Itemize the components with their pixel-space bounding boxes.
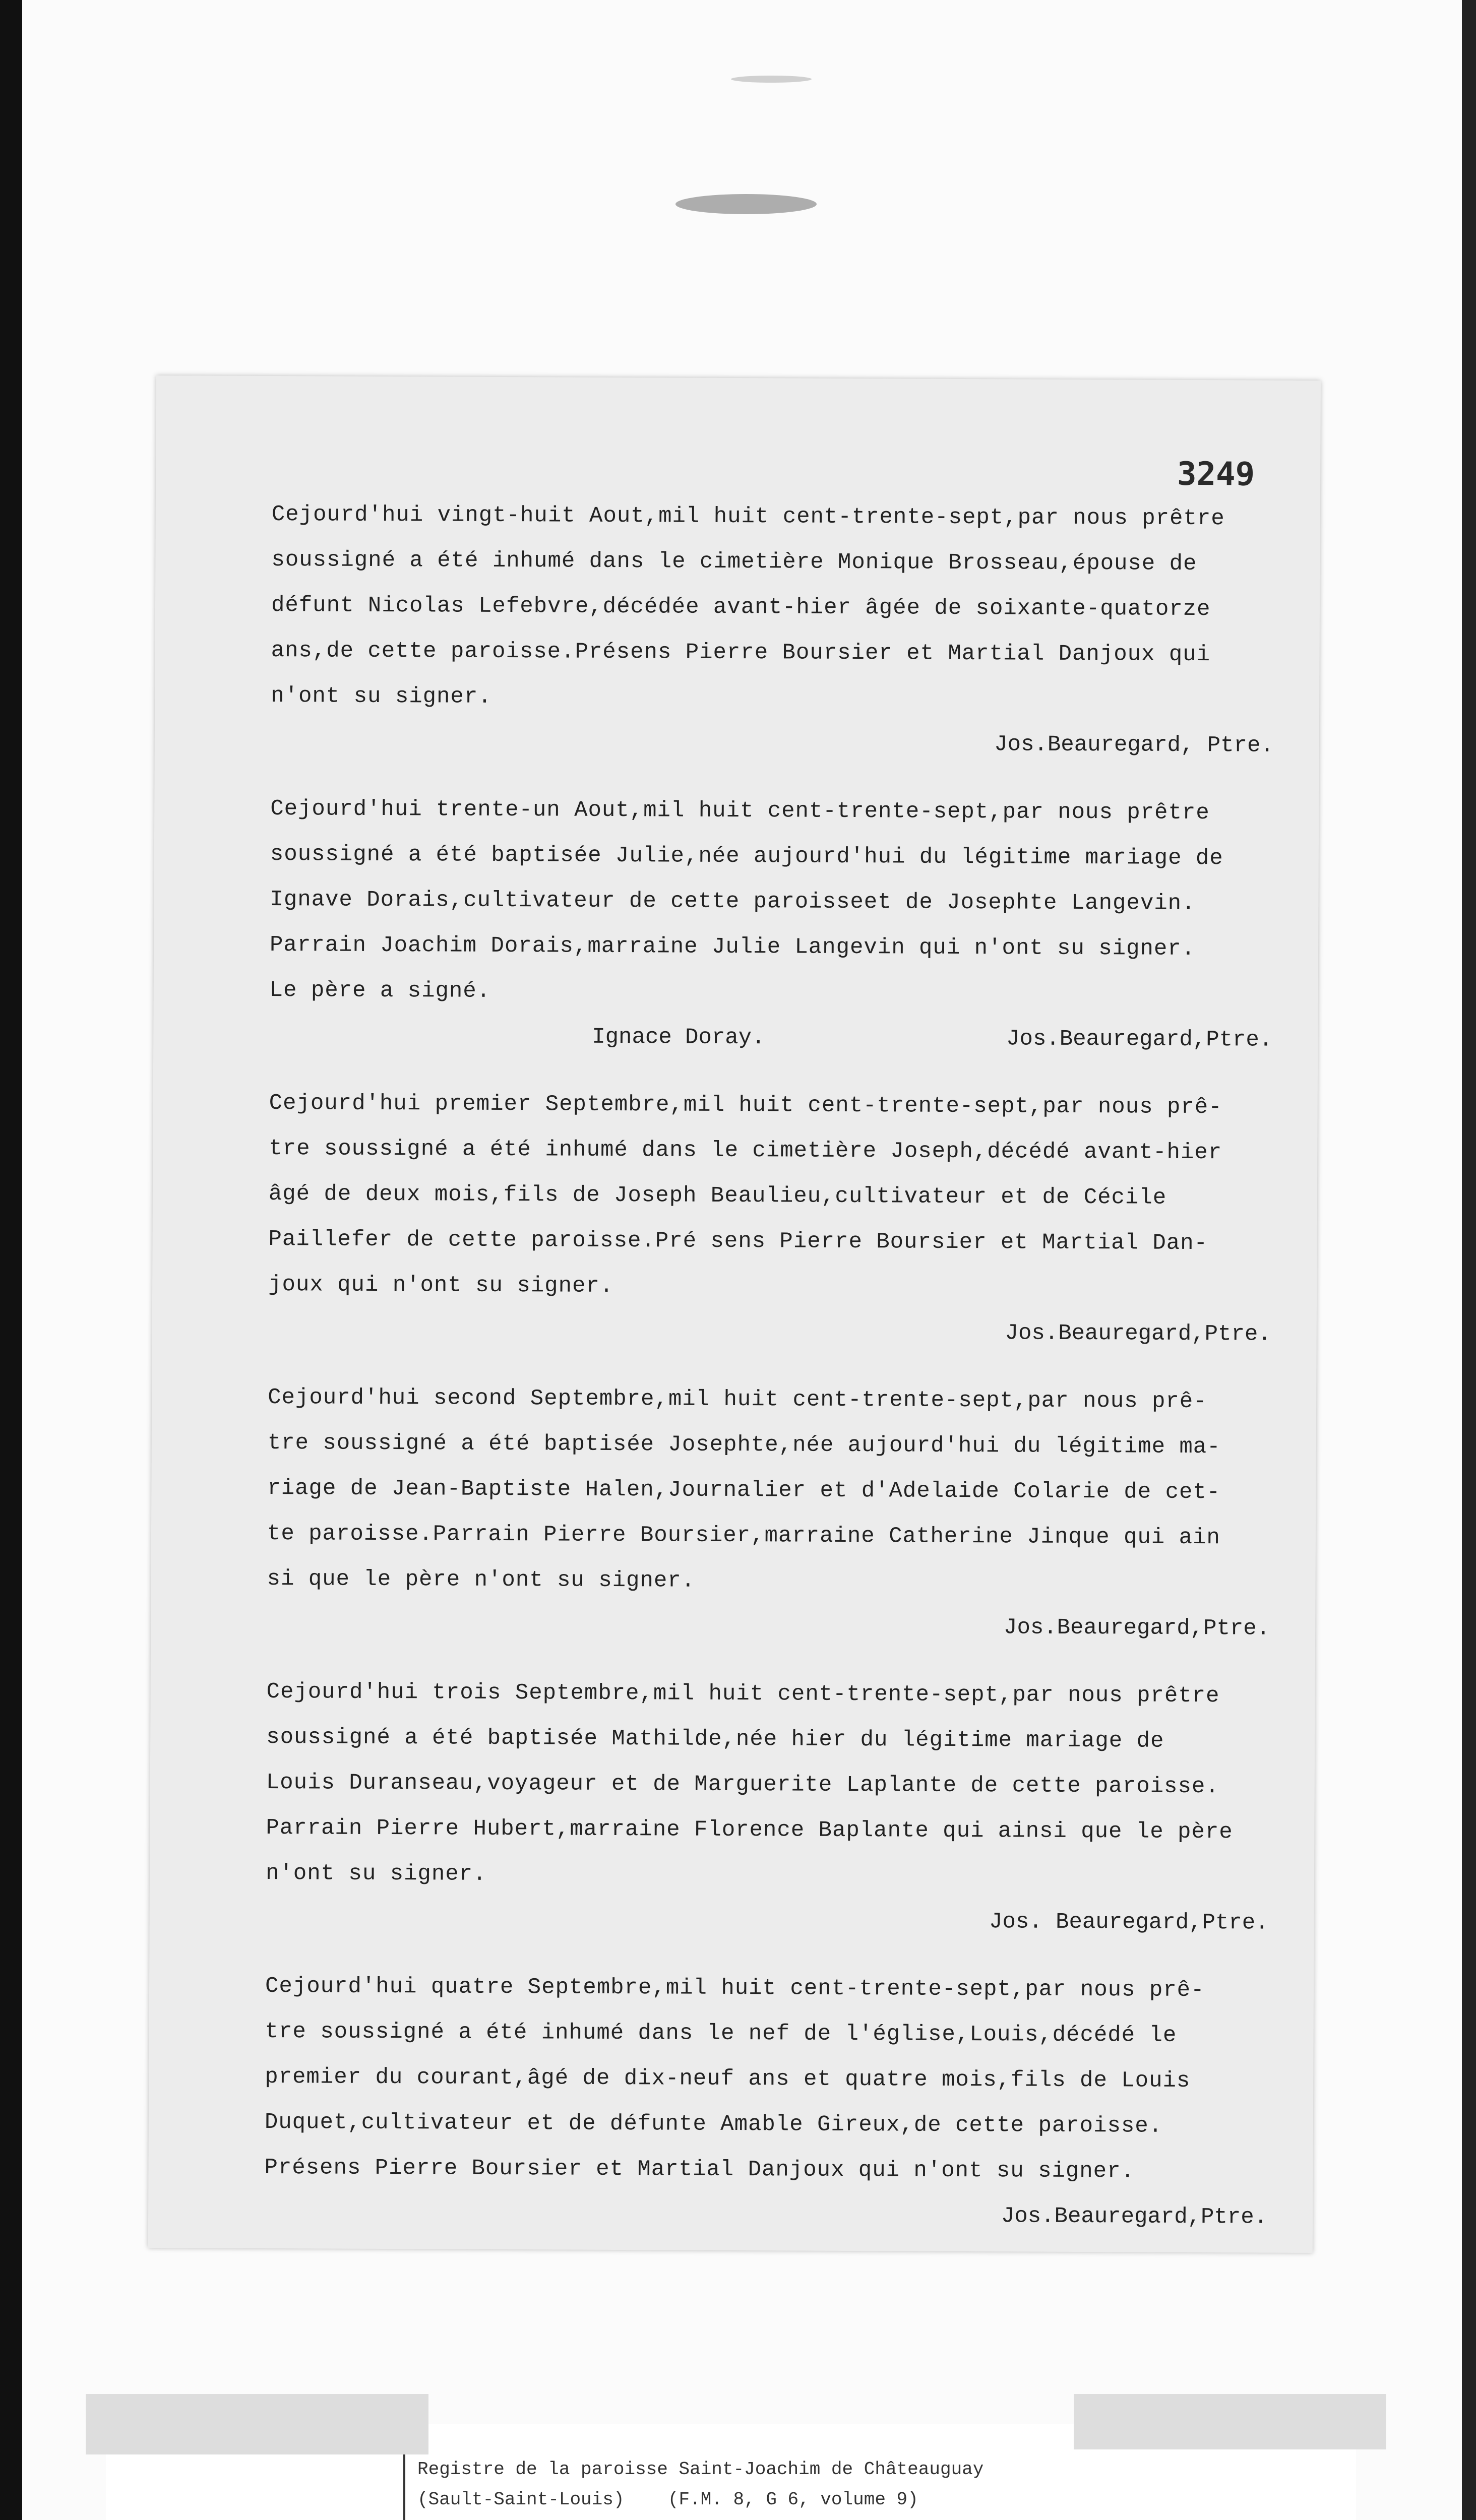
entry-line: Le père a signé. xyxy=(269,977,491,1004)
archives-card xyxy=(106,2424,1356,2520)
page-number: 3249 xyxy=(1177,455,1255,493)
entry-line: Ignave Dorais,cultivateur de cette paroisseet de Josephte Langevin. xyxy=(270,887,1196,917)
priest-signature: Jos.Beauregard,Ptre. xyxy=(1006,1026,1273,1053)
register-page xyxy=(148,375,1321,2253)
entry-line: premier du courant,âgé de dix-neuf ans et quatre mois,fils de Louis xyxy=(265,2064,1191,2094)
signature-row xyxy=(267,1602,1270,1652)
entry-line: Cejourd'hui trois Septembre,mil huit cent-trente-sept,par nous prêtre xyxy=(266,1679,1220,1709)
signature-row xyxy=(265,1896,1268,1946)
smudge-mark xyxy=(731,76,812,83)
entry-line: soussigné a été baptisée Julie,née aujourd'hui du légitime mariage de xyxy=(270,841,1223,871)
smudge-mark xyxy=(675,194,817,214)
entry-line: soussigné a été baptisée Mathilde,née hier du légitime mariage de xyxy=(266,1724,1164,1754)
entry-line: Parrain Pierre Hubert,marraine Florence Baplante qui ainsi que le père xyxy=(266,1815,1233,1845)
entry-line: te paroisse.Parrain Pierre Boursier,marraine Catherine Jinque qui ain xyxy=(267,1521,1220,1551)
register-entry xyxy=(265,1669,1269,1946)
register-entry xyxy=(269,786,1273,1063)
film-edge-left xyxy=(0,0,22,2520)
signature-row xyxy=(264,2190,1267,2240)
register-entry xyxy=(267,1375,1271,1652)
entry-line: Présens Pierre Boursier et Martial Danjoux qui n'ont su signer. xyxy=(264,2155,1135,2184)
entry-line: joux qui n'ont su signer. xyxy=(268,1272,614,1299)
entry-line: riage de Jean-Baptiste Halen,Journalier et d'Adelaide Colarie de cet- xyxy=(267,1475,1221,1505)
entry-line: Parrain Joachim Dorais,marraine Julie Langevin qui n'ont su signer. xyxy=(269,932,1196,962)
tape-strip xyxy=(1074,2394,1386,2449)
entry-line: Paillefer de cette paroisse.Pré sens Pierre Boursier et Martial Dan- xyxy=(268,1226,1208,1256)
register-label xyxy=(403,2454,1121,2520)
entry-line: tre soussigné a été inhumé dans le nef de l'église,Louis,décédé le xyxy=(265,2019,1177,2048)
register-reference: (Sault-Saint-Louis) (F.M. 8, G 6, volume 9) xyxy=(417,2489,918,2510)
register-entry xyxy=(268,1081,1272,1357)
entry-line: Cejourd'hui trente-un Aout,mil huit cent-trente-sept,par nous prêtre xyxy=(270,796,1210,826)
register-entry xyxy=(271,492,1275,769)
register-entry xyxy=(264,1964,1268,2240)
entry-line: Duquet,cultivateur et de défunte Amable Gireux,de cette paroisse. xyxy=(264,2109,1163,2139)
entry-line: si que le père n'ont su signer. xyxy=(267,1566,696,1594)
priest-signature: Jos.Beauregard, Ptre. xyxy=(994,732,1274,759)
entry-line: n'ont su signer. xyxy=(265,1860,487,1887)
entry-line: défunt Nicolas Lefebvre,décédée avant-hier âgée de soixante-quatorze xyxy=(271,592,1211,622)
entry-line: âgé de deux mois,fils de Joseph Beaulieu,cultivateur et de Cécile xyxy=(268,1181,1167,1211)
entry-line: tre soussigné a été inhumé dans le cimetière Joseph,décédé avant-hier xyxy=(269,1136,1222,1166)
film-edge-right xyxy=(1462,0,1476,2520)
father-signature: Ignace Doray. xyxy=(592,1024,765,1051)
entry-line: n'ont su signer. xyxy=(271,683,492,710)
priest-signature: Jos.Beauregard,Ptre. xyxy=(1001,2203,1268,2230)
entry-line: Cejourd'hui second Septembre,mil huit cent-trente-sept,par nous prê- xyxy=(268,1384,1207,1415)
priest-signature: Jos.Beauregard,Ptre. xyxy=(1005,1320,1271,1347)
signature-row xyxy=(268,1307,1271,1357)
entry-line: soussigné a été inhumé dans le cimetière Monique Brosseau,épouse de xyxy=(271,547,1197,577)
signature-row xyxy=(271,719,1274,769)
entry-line: Cejourd'hui premier Septembre,mil huit cent-trente-sept,par nous prê- xyxy=(269,1090,1222,1120)
entry-line: ans,de cette paroisse.Présens Pierre Boursier et Martial Danjoux qui xyxy=(271,638,1211,668)
register-entries xyxy=(264,492,1275,2262)
priest-signature: Jos.Beauregard,Ptre. xyxy=(1003,1615,1270,1642)
tape-strip xyxy=(86,2394,428,2454)
entry-line: Cejourd'hui vingt-huit Aout,mil huit cent-trente-sept,par nous prêtre xyxy=(271,502,1225,532)
entry-line: tre soussigné a été baptisée Josephte,née aujourd'hui du légitime ma- xyxy=(267,1430,1221,1460)
entry-line: Louis Duranseau,voyageur et de Marguerite Laplante de cette paroisse. xyxy=(266,1770,1219,1800)
register-title: Registre de la paroisse Saint-Joachim de Châteauguay xyxy=(417,2459,984,2480)
signature-row xyxy=(269,1013,1272,1063)
priest-signature: Jos. Beauregard,Ptre. xyxy=(989,1909,1269,1936)
entry-line: Cejourd'hui quatre Septembre,mil huit cent-trente-sept,par nous prê- xyxy=(265,1973,1205,2003)
